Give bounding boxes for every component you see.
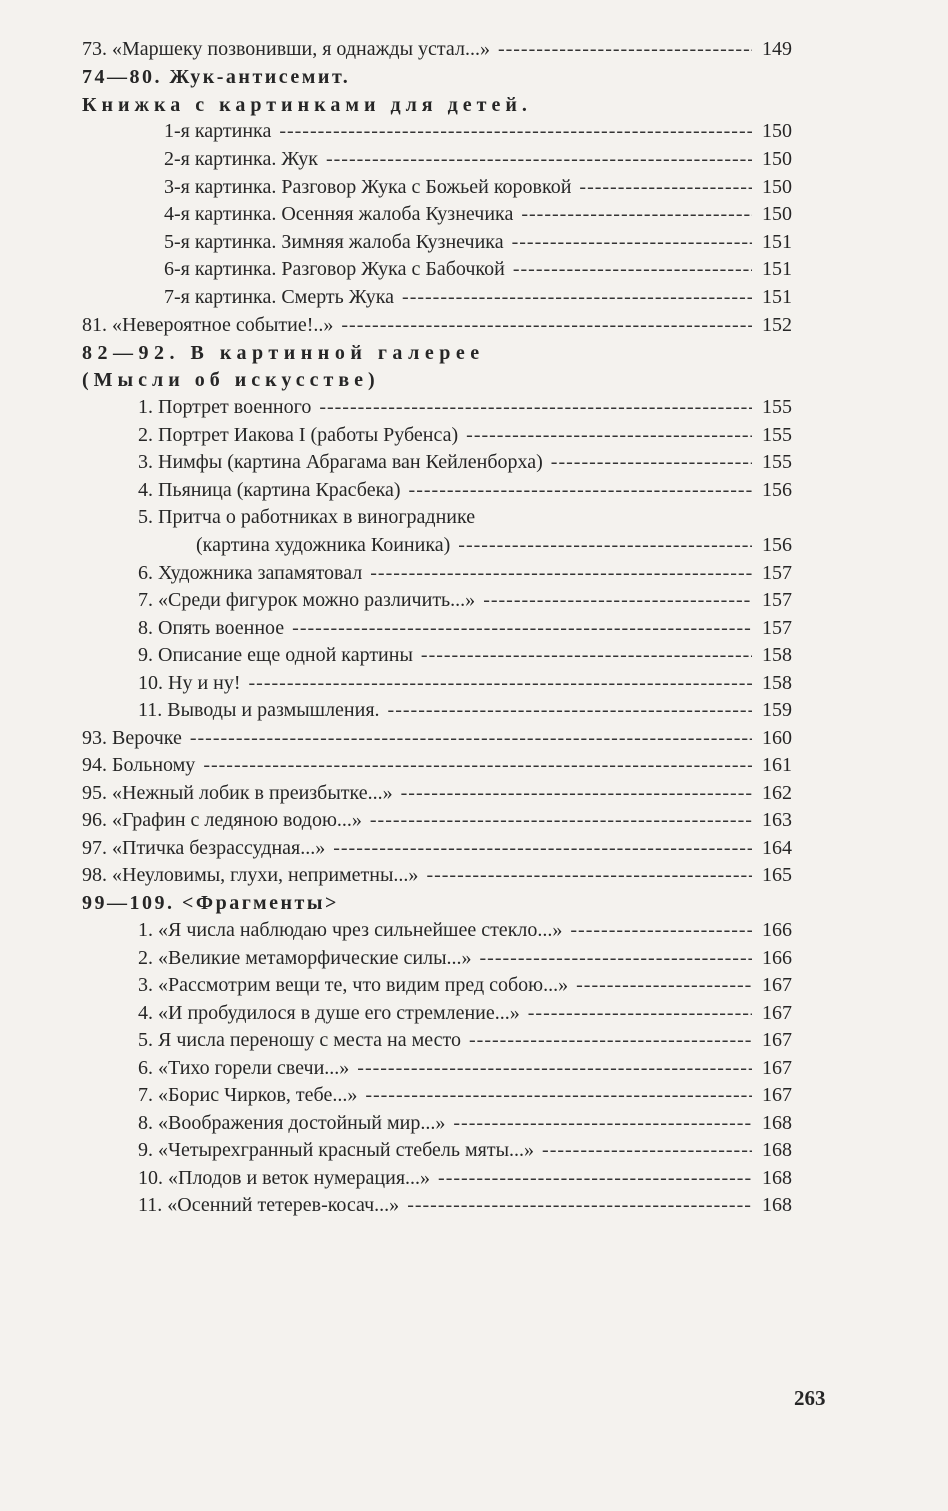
entry-title: 8. Опять военное (138, 617, 285, 639)
entry-page: 155 (762, 424, 792, 446)
toc-entry-gallery-5 (196, 532, 792, 558)
toc-entry-gallery-2 (138, 422, 792, 448)
toc-entry-fragment-6 (138, 1055, 792, 1081)
entry-page: 158 (762, 644, 792, 666)
entry-page: 158 (762, 672, 792, 694)
toc-entry-picture-3 (164, 174, 792, 200)
toc-entry-picture-1 (164, 118, 792, 144)
toc-entry-fragment-11 (138, 1192, 792, 1218)
entry-title: 3-я картинка. Разговор Жука с Божьей коровкой (164, 176, 572, 198)
dot-leader (370, 560, 752, 586)
dot-leader (551, 449, 752, 475)
toc-entry-fragment-5 (138, 1027, 792, 1053)
toc-entry-fragment-3 (138, 972, 792, 998)
dot-leader (401, 780, 752, 806)
entry-page: 161 (762, 754, 792, 776)
entry-title: 95. «Нежный лобик в преизбытке...» (82, 782, 393, 804)
dot-leader (521, 201, 752, 227)
toc-entry-gallery-4 (138, 477, 792, 503)
toc-entry-gallery-1 (138, 394, 792, 420)
toc-entry-gallery-9 (138, 642, 792, 668)
entry-title: 7. «Борис Чирков, тебе...» (138, 1084, 358, 1106)
toc-entry-gallery-3 (138, 449, 792, 475)
dot-leader (469, 1027, 752, 1053)
entry-page: 151 (762, 231, 792, 253)
dot-leader (498, 36, 752, 62)
dot-leader (388, 697, 752, 723)
entry-page: 150 (762, 120, 792, 142)
entry-title: 8. «Воображения достойный мир...» (138, 1112, 446, 1134)
toc-entry-81 (82, 312, 792, 338)
dot-leader (528, 1000, 752, 1026)
dot-leader (249, 670, 752, 696)
entry-page: 155 (762, 396, 792, 418)
toc-entry-98 (82, 862, 792, 888)
entry-title: 1. Портрет военного (138, 396, 312, 418)
entry-title: 3. «Рассмотрим вещи те, что видим пред собою...» (138, 974, 569, 996)
toc-entry-gallery-8 (138, 615, 792, 641)
toc-entry-fragment-8 (138, 1110, 792, 1136)
entry-title: 6. «Тихо горели свечи...» (138, 1057, 350, 1079)
toc-entry-gallery-11 (138, 697, 792, 723)
dot-leader (421, 642, 752, 668)
entry-page: 167 (762, 1029, 792, 1051)
page-number: 263 (794, 1386, 826, 1410)
dot-leader (190, 725, 752, 751)
entry-page: 160 (762, 727, 792, 749)
entry-page: 163 (762, 809, 792, 831)
entry-title: 3. Нимфы (картина Абрагама ван Кейленборха) (138, 451, 543, 473)
dot-leader (438, 1165, 752, 1191)
dot-leader (203, 752, 752, 778)
entry-page: 168 (762, 1139, 792, 1161)
dot-leader (326, 146, 752, 172)
dot-leader (480, 945, 752, 971)
section-heading-74-80: 74—80. Жук-антисемит. (82, 66, 351, 88)
entry-page: 156 (762, 534, 792, 556)
dot-leader (279, 118, 752, 144)
entry-title: 4-я картинка. Осенняя жалоба Кузнечика (164, 203, 514, 225)
toc-entry-95 (82, 780, 792, 806)
toc-entry-picture-2 (164, 146, 792, 172)
entry-page: 166 (762, 919, 792, 941)
dot-leader (542, 1137, 752, 1163)
entry-title: 10. Ну и ну! (138, 672, 241, 694)
toc-entry-picture-5 (164, 229, 792, 255)
entry-title: 4. Пьяница (картина Красбека) (138, 479, 401, 501)
entry-title: 2. Портрет Иакова I (работы Рубенса) (138, 424, 459, 446)
entry-page: 167 (762, 1057, 792, 1079)
entry-page: 164 (762, 837, 792, 859)
entry-title: 11. «Осенний тетерев-косач...» (138, 1194, 400, 1216)
entry-page: 152 (762, 314, 792, 336)
dot-leader (458, 532, 752, 558)
entry-title: 5-я картинка. Зимняя жалоба Кузнечика (164, 231, 504, 253)
entry-page: 165 (762, 864, 792, 886)
dot-leader (365, 1082, 752, 1108)
entry-page: 168 (762, 1194, 792, 1216)
entry-title: 9. «Четырехгранный красный стебель мяты...» (138, 1139, 535, 1161)
toc-entry-96 (82, 807, 792, 833)
dot-leader (319, 394, 752, 420)
entry-page: 168 (762, 1167, 792, 1189)
dot-leader (292, 615, 752, 641)
entry-page: 166 (762, 947, 792, 969)
entry-title: 96. «Графин с ледяною водою...» (82, 809, 362, 831)
dot-leader (341, 312, 752, 338)
toc-entry-97 (82, 835, 792, 861)
entry-title: 97. «Птичка безрассудная...» (82, 837, 326, 859)
toc-entry-gallery-7 (138, 587, 792, 613)
toc-entry-picture-6 (164, 256, 792, 282)
entry-title: 98. «Неуловимы, глухи, неприметны...» (82, 864, 419, 886)
toc-entry-fragment-9 (138, 1137, 792, 1163)
entry-page: 157 (762, 617, 792, 639)
entry-title: 4. «И пробудилося в душе его стремление...» (138, 1002, 520, 1024)
entry-page: 156 (762, 479, 792, 501)
toc-entry-picture-4 (164, 201, 792, 227)
dot-leader (453, 1110, 752, 1136)
entry-title: 10. «Плодов и веток нумерация...» (138, 1167, 431, 1189)
entry-title: 7. «Среди фигурок можно различить...» (138, 589, 476, 611)
dot-leader (570, 917, 752, 943)
entry-page: 151 (762, 258, 792, 280)
entry-page: 150 (762, 148, 792, 170)
entry-title: 6. Художника запамятовал (138, 562, 363, 584)
dot-leader (409, 477, 752, 503)
section-heading-book: Книжка с картинками для детей. (82, 94, 532, 116)
entry-page: 150 (762, 203, 792, 225)
entry-page: 155 (762, 451, 792, 473)
dot-leader (407, 1192, 752, 1218)
entry-title: 9. Описание еще одной картины (138, 644, 413, 666)
toc-entry-94 (82, 752, 792, 778)
dot-leader (512, 229, 752, 255)
toc-entry-gallery-10 (138, 670, 792, 696)
entry-title: 73. «Маршеку позвонивши, я однажды устал...» (82, 38, 490, 60)
toc-entry-fragment-7 (138, 1082, 792, 1108)
entry-title: 93. Верочке (82, 727, 182, 749)
entry-page: 150 (762, 176, 792, 198)
toc-entry-73 (82, 36, 792, 62)
entry-page: 151 (762, 286, 792, 308)
entry-title: 11. Выводы и размышления. (138, 699, 380, 721)
entry-page: 162 (762, 782, 792, 804)
toc-entry-gallery-6 (138, 560, 792, 586)
section-heading-82-92: 82—92. В картинной галерее (82, 342, 485, 364)
entry-page: 168 (762, 1112, 792, 1134)
toc-entry-fragment-10 (138, 1165, 792, 1191)
entry-title: 1-я картинка (164, 120, 272, 142)
dot-leader (370, 807, 752, 833)
entry-title: 81. «Невероятное событие!..» (82, 314, 334, 336)
dot-leader (357, 1055, 752, 1081)
entry-title: 94. Больному (82, 754, 196, 776)
entry-title: (картина художника Коиника) (196, 534, 451, 556)
toc-entry-fragment-4 (138, 1000, 792, 1026)
entry-page: 167 (762, 1002, 792, 1024)
dot-leader (466, 422, 752, 448)
dot-leader (402, 284, 752, 310)
entry-title: 7-я картинка. Смерть Жука (164, 286, 395, 308)
section-heading-fragments: 99—109. <Фрагменты> (82, 892, 339, 914)
dot-leader (333, 835, 752, 861)
dot-leader (579, 174, 752, 200)
entry-title: 1. «Я числа наблюдаю чрез сильнейшее стекло...» (138, 919, 563, 941)
toc-entry-picture-7 (164, 284, 792, 310)
dot-leader (426, 862, 752, 888)
entry-page: 167 (762, 1084, 792, 1106)
entry-page: 157 (762, 562, 792, 584)
entry-title: 5. Я числа переношу с места на место (138, 1029, 462, 1051)
toc-entry-gallery-5-line1: 5. Притча о работниках в винограднике (138, 506, 476, 528)
toc-entry-93 (82, 725, 792, 751)
entry-page: 149 (762, 38, 792, 60)
dot-leader (576, 972, 752, 998)
entry-title: 2-я картинка. Жук (164, 148, 318, 170)
entry-page: 157 (762, 589, 792, 611)
toc-entry-fragment-2 (138, 945, 792, 971)
entry-title: 2. «Великие метаморфические силы...» (138, 947, 472, 969)
dot-leader (513, 256, 752, 282)
entry-page: 167 (762, 974, 792, 996)
section-heading-thoughts: (Мысли об искусстве) (82, 369, 380, 391)
dot-leader (483, 587, 752, 613)
toc-entry-fragment-1 (138, 917, 792, 943)
entry-page: 159 (762, 699, 792, 721)
entry-title: 6-я картинка. Разговор Жука с Бабочкой (164, 258, 505, 280)
